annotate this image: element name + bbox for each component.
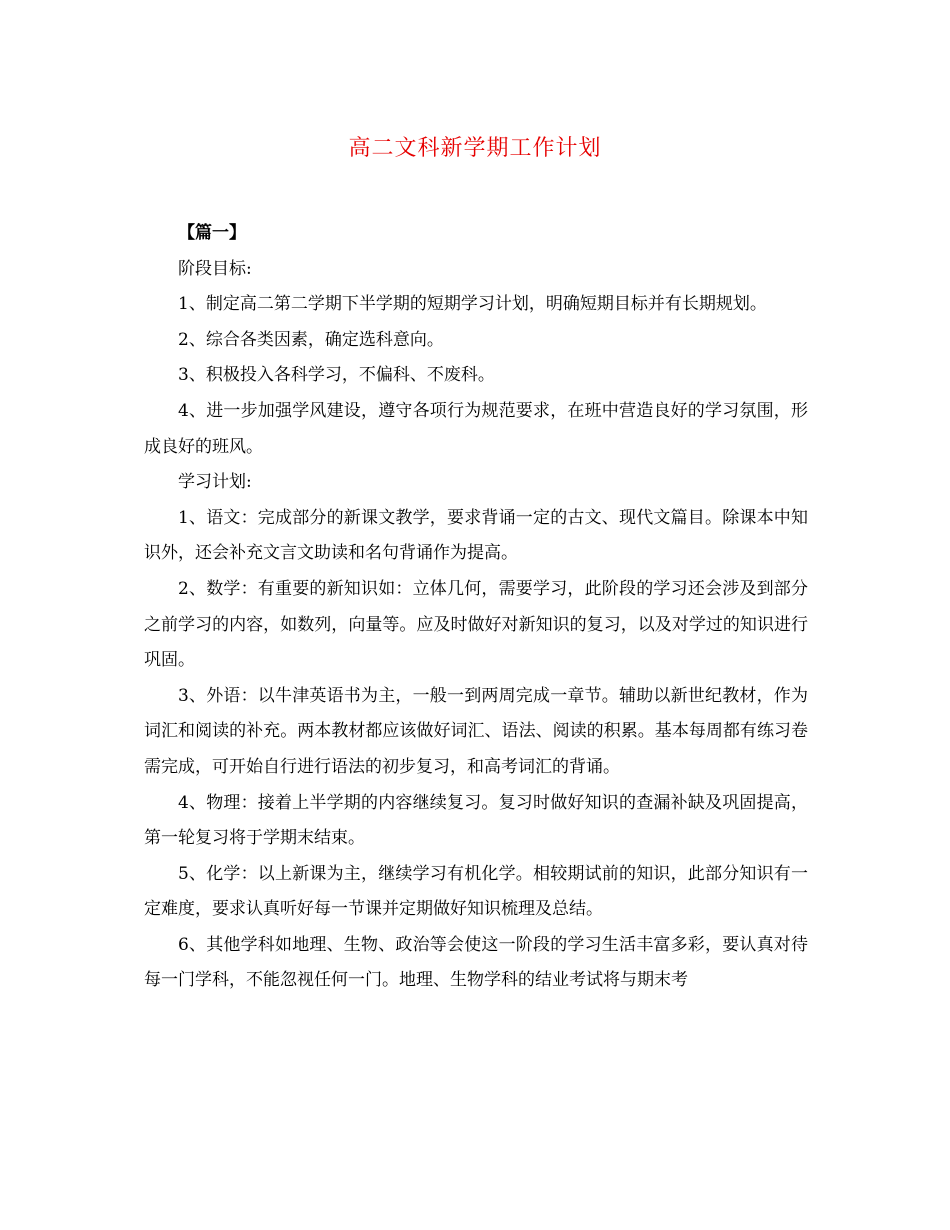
paragraph: 5、化学：以上新课为主，继续学习有机化学。相较期试前的知识，此部分知识有一定难度，要求认真听好每一节课并定期做好知识梳理及总结。 (144, 863, 808, 920)
document-body (144, 216, 808, 999)
paragraph: 阶段目标: (178, 258, 252, 279)
paragraph: 2、数学：有重要的新知识如：立体几何，需要学习，此阶段的学习还会涉及到部分之前学习的内容，如数列，向量等。应及时做好对新知识的复习，以及对学过的知识进行巩固。 (144, 578, 808, 671)
paragraph: 4、物理：接着上半学期的内容继续复习。复习时做好知识的查漏补缺及巩固提高，第一轮复习将于学期末结束。 (144, 792, 808, 849)
paragraph: 学习计划: (178, 472, 252, 493)
paragraph: 1、制定高二第二学期下半学期的短期学习计划，明确短期目标并有长期规划。 (178, 294, 767, 315)
paragraph: 4、进一步加强学风建设，遵守各项行为规范要求，在班中营造良好的学习氛围，形成良好的班风。 (144, 400, 808, 457)
paragraph: 2、综合各类因素，确定选科意向。 (178, 329, 444, 350)
paragraph: 6、其他学科如地理、生物、政治等会使这一阶段的学习生活丰富多彩，要认真对待每一门学科，不能忽视任何一门。地理、生物学科的结业考试将与期末考 (144, 934, 808, 991)
paragraph: 3、外语：以牛津英语书为主，一般一到两周完成一章节。辅助以新世纪教材，作为词汇和阅读的补充。两本教材都应该做好词汇、语法、阅读的积累。基本每周都有练习卷需完成，可开始自行进行语法的初步复习，和高考词汇的背诵。 (144, 685, 808, 777)
section-heading: 【篇一】 (178, 223, 246, 243)
paragraph: 3、积极投入各科学习，不偏科、不废科。 (178, 365, 495, 386)
document-title: 高二文科新学期工作计划 (348, 136, 602, 161)
paragraph: 1、语文：完成部分的新课文教学，要求背诵一定的古文、现代文篇目。除课本中知识外，还会补充文言文助读和名句背诵作为提高。 (144, 507, 808, 564)
